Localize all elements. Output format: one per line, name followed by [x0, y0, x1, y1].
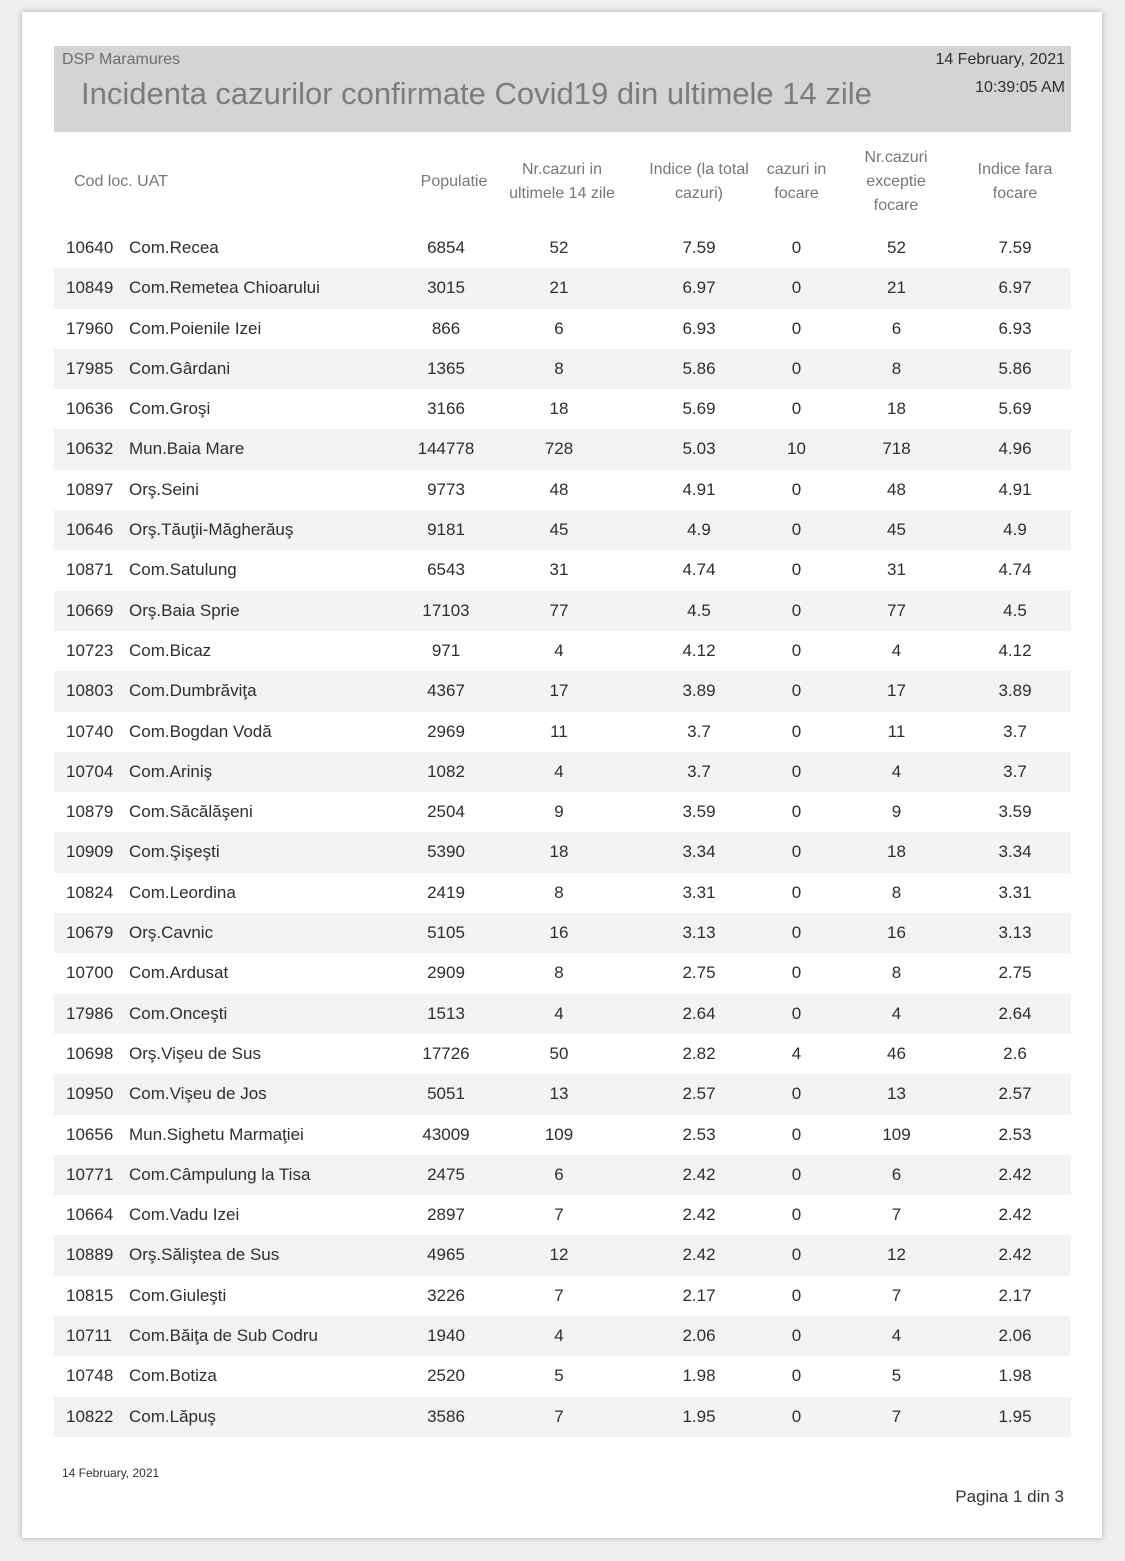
- cell-uat: Com.Poienile Izei: [129, 318, 262, 338]
- cell-cases-exceptie: 48: [887, 479, 906, 499]
- cell-index-total: 1.95: [682, 1406, 716, 1426]
- cell-code: 10871: [66, 560, 114, 580]
- cell-cases-focare: 0: [791, 1245, 802, 1265]
- cell-population: 2969: [427, 721, 465, 741]
- cell-index-fara: 2.42: [998, 1205, 1032, 1225]
- cell-cases-focare: 0: [791, 681, 802, 701]
- cell-index-total: 3.89: [682, 681, 716, 701]
- cell-cases-14: 8: [554, 882, 564, 902]
- cell-cases-14: 6: [554, 318, 564, 338]
- cell-index-fara: 2.53: [998, 1124, 1032, 1144]
- cell-cases-focare: 0: [791, 802, 802, 822]
- cell-cases-focare: 0: [791, 640, 802, 660]
- cell-uat: Com.Remetea Chioarului: [129, 278, 320, 298]
- cell-population: 5105: [427, 923, 465, 943]
- cell-code: 10646: [66, 520, 114, 540]
- cell-population: 1365: [427, 358, 465, 378]
- cell-index-fara: 6.97: [998, 278, 1032, 298]
- cell-code: 10704: [66, 761, 114, 781]
- cell-code: 10909: [66, 842, 114, 862]
- table-row: [54, 953, 1071, 993]
- cell-uat: Com.Vişeu de Jos: [129, 1084, 267, 1104]
- cell-cases-14: 18: [549, 399, 569, 419]
- cell-cases-focare: 0: [791, 882, 802, 902]
- cell-index-total: 5.86: [682, 358, 716, 378]
- cell-cases-focare: 0: [791, 1084, 802, 1104]
- cell-index-fara: 3.13: [998, 923, 1032, 943]
- cell-population: 17726: [422, 1043, 470, 1063]
- cell-cases-exceptie: 12: [887, 1245, 906, 1265]
- cell-cases-14: 16: [549, 923, 569, 943]
- cell-cases-exceptie: 17: [887, 681, 906, 701]
- cell-cases-exceptie: 18: [887, 399, 906, 419]
- cell-cases-14: 77: [549, 600, 569, 620]
- cell-population: 144778: [417, 439, 475, 459]
- cell-index-fara: 3.31: [998, 882, 1032, 902]
- cell-index-total: 3.59: [682, 802, 716, 822]
- table-row: [54, 510, 1071, 550]
- cell-index-total: 3.7: [687, 721, 711, 741]
- table-row: [54, 1316, 1071, 1356]
- cell-population: 1082: [427, 761, 465, 781]
- cell-index-fara: 4.91: [998, 479, 1032, 499]
- cell-uat: Com.Lăpuş: [129, 1406, 216, 1426]
- cell-index-fara: 2.42: [998, 1245, 1032, 1265]
- cell-cases-focare: 0: [791, 238, 802, 257]
- cell-index-fara: 2.64: [998, 1003, 1032, 1023]
- cell-index-total: 3.13: [682, 923, 716, 943]
- cell-code: 10723: [66, 640, 114, 660]
- cell-population: 5390: [427, 842, 465, 862]
- cell-cases-14: 12: [549, 1245, 569, 1265]
- cell-index-total: 2.06: [682, 1326, 716, 1346]
- cell-index-fara: 1.95: [998, 1406, 1032, 1426]
- cell-index-total: 5.69: [682, 399, 716, 419]
- cell-cases-14: 13: [549, 1084, 569, 1104]
- cell-code: 10656: [66, 1124, 114, 1144]
- cell-code: 10711: [66, 1326, 113, 1346]
- cell-index-fara: 2.6: [1003, 1043, 1027, 1063]
- cell-code: 10748: [66, 1366, 114, 1386]
- col-header-code-uat: Cod loc. UAT: [74, 173, 168, 190]
- cell-uat: Com.Leordina: [129, 882, 236, 902]
- col-header-index-total: Indice (la total cazuri): [649, 161, 749, 202]
- cell-code: 10664: [66, 1205, 114, 1225]
- cell-code: 10815: [66, 1285, 114, 1305]
- col-header-population: Populatie: [420, 173, 488, 190]
- table-row: [54, 1155, 1071, 1195]
- cell-code: 10636: [66, 399, 114, 419]
- cell-cases-14: 50: [549, 1043, 569, 1063]
- cell-uat: Com.Băiţa de Sub Codru: [129, 1326, 318, 1346]
- table-row: [54, 389, 1071, 429]
- cell-index-fara: 2.17: [998, 1285, 1032, 1305]
- cell-population: 43009: [422, 1124, 470, 1144]
- cell-population: 3015: [427, 278, 465, 298]
- table-row: [54, 550, 1071, 590]
- cell-code: 10740: [66, 721, 114, 741]
- table-row: [54, 1356, 1071, 1396]
- cell-uat: Com.Câmpulung la Tisa: [129, 1164, 311, 1184]
- cell-index-total: 2.17: [682, 1285, 716, 1305]
- cell-population: 1513: [427, 1003, 465, 1023]
- cell-index-total: 3.31: [682, 882, 716, 902]
- cell-code: 10632: [66, 439, 114, 459]
- cell-index-total: 2.42: [682, 1245, 716, 1265]
- cell-index-fara: 5.86: [998, 358, 1032, 378]
- cell-cases-focare: 10: [787, 439, 806, 459]
- cell-cases-focare: 0: [791, 721, 802, 741]
- report-page: [22, 12, 1102, 1538]
- cell-cases-14: 31: [549, 560, 569, 580]
- cell-cases-14: 7: [554, 1285, 564, 1305]
- col-header-cases-14: Nr.cazuri in ultimele 14 zile: [509, 161, 615, 202]
- cell-cases-exceptie: 46: [887, 1043, 906, 1063]
- cell-uat: Com.Săcălăşeni: [129, 802, 253, 822]
- col-header-index-fara: Indice fara focare: [977, 161, 1053, 202]
- cell-cases-exceptie: 31: [887, 560, 906, 580]
- cell-index-total: 1.98: [682, 1366, 716, 1386]
- cell-cases-focare: 0: [791, 479, 802, 499]
- cell-population: 9773: [427, 479, 465, 499]
- cell-cases-exceptie: 45: [887, 520, 906, 540]
- cell-cases-exceptie: 13: [887, 1084, 906, 1104]
- cell-code: 10849: [66, 278, 114, 298]
- cell-cases-14: 5: [554, 1366, 564, 1386]
- cell-cases-exceptie: 7: [891, 1285, 902, 1305]
- cell-cases-exceptie: 4: [891, 1326, 902, 1346]
- cell-cases-14: 6: [554, 1164, 564, 1184]
- report-date: 14 February, 2021: [935, 51, 1065, 68]
- cell-cases-focare: 0: [791, 358, 802, 378]
- cell-code: 10824: [66, 882, 114, 902]
- cell-uat: Orş.Baia Sprie: [129, 600, 240, 620]
- table-row: [54, 994, 1071, 1034]
- cell-cases-exceptie: 4: [891, 1003, 902, 1023]
- cell-index-fara: 7.59: [998, 238, 1032, 257]
- cell-index-fara: 2.06: [998, 1326, 1032, 1346]
- data-table: [54, 228, 1071, 1437]
- cell-uat: Com.Bogdan Vodă: [129, 721, 272, 741]
- cell-index-fara: 2.75: [998, 963, 1032, 983]
- cell-cases-14: 17: [549, 681, 569, 701]
- cell-cases-focare: 0: [791, 1366, 802, 1386]
- table-row: [54, 470, 1071, 510]
- table-row: [54, 349, 1071, 389]
- cell-cases-focare: 0: [791, 923, 802, 943]
- cell-index-fara: 3.7: [1003, 721, 1027, 741]
- table-row: [54, 832, 1071, 872]
- table-row: [54, 1235, 1071, 1275]
- organization-name: DSP Maramures: [62, 51, 180, 68]
- cell-population: 4367: [427, 681, 465, 701]
- cell-cases-focare: 0: [791, 1326, 802, 1346]
- cell-index-total: 2.82: [682, 1043, 716, 1063]
- cell-index-fara: 4.74: [998, 560, 1032, 580]
- table-row: [54, 1397, 1071, 1437]
- cell-code: 17960: [66, 318, 114, 338]
- cell-cases-exceptie: 11: [887, 721, 906, 741]
- cell-population: 866: [431, 318, 461, 338]
- cell-uat: Com.Giuleşti: [129, 1285, 227, 1305]
- cell-uat: Com.Bicaz: [129, 640, 212, 660]
- cell-cases-14: 4: [554, 640, 564, 660]
- cell-cases-14: 52: [549, 238, 569, 257]
- cell-cases-14: 48: [549, 479, 569, 499]
- cell-population: 2504: [427, 802, 465, 822]
- cell-index-total: 3.34: [682, 842, 716, 862]
- table-row: [54, 631, 1071, 671]
- cell-index-fara: 4.12: [998, 640, 1032, 660]
- cell-index-total: 5.03: [682, 439, 716, 459]
- cell-uat: Com.Recea: [129, 238, 219, 257]
- cell-population: 9181: [427, 520, 465, 540]
- cell-index-fara: 3.7: [1003, 761, 1027, 781]
- cell-index-fara: 3.34: [998, 842, 1032, 862]
- cell-cases-focare: 0: [791, 600, 802, 620]
- cell-uat: Com.Dumbrăviţa: [129, 681, 257, 701]
- cell-cases-focare: 0: [791, 761, 802, 781]
- cell-cases-14: 11: [550, 721, 568, 741]
- cell-index-total: 3.7: [687, 761, 711, 781]
- cell-cases-focare: 0: [791, 318, 802, 338]
- table-row: [54, 429, 1071, 469]
- cell-uat: Com.Şişeşti: [129, 842, 220, 862]
- cell-population: 971: [431, 640, 461, 660]
- cell-population: 3226: [427, 1285, 465, 1305]
- cell-uat: Mun.Sighetu Marmaţiei: [129, 1124, 304, 1144]
- cell-index-fara: 4.96: [998, 439, 1032, 459]
- cell-cases-14: 7: [554, 1205, 564, 1225]
- table-row: [54, 268, 1071, 308]
- cell-cases-focare: 0: [791, 278, 802, 298]
- cell-cases-14: 8: [554, 963, 564, 983]
- cell-index-total: 2.57: [682, 1084, 716, 1104]
- cell-index-fara: 5.69: [998, 399, 1032, 419]
- cell-cases-exceptie: 6: [891, 1164, 902, 1184]
- cell-uat: Mun.Baia Mare: [129, 439, 245, 459]
- cell-uat: Com.Groşi: [129, 399, 211, 419]
- cell-cases-exceptie: 718: [882, 439, 911, 459]
- cell-index-total: 4.91: [682, 479, 716, 499]
- page-number: Pagina 1 din 3: [955, 1487, 1064, 1506]
- cell-cases-14: 9: [554, 802, 564, 822]
- cell-population: 2419: [427, 882, 465, 902]
- cell-cases-exceptie: 4: [891, 640, 902, 660]
- table-row: [54, 873, 1071, 913]
- cell-cases-exceptie: 7: [891, 1406, 902, 1426]
- table-row: [54, 752, 1071, 792]
- cell-index-total: 4.74: [682, 560, 716, 580]
- table-row: [54, 1034, 1071, 1074]
- cell-index-total: 4.5: [687, 600, 711, 620]
- cell-cases-14: 728: [544, 439, 574, 459]
- cell-index-fara: 2.57: [998, 1084, 1032, 1104]
- cell-code: 10879: [66, 802, 114, 822]
- cell-cases-14: 45: [549, 520, 569, 540]
- cell-cases-focare: 0: [791, 1406, 802, 1426]
- cell-code: 17985: [66, 358, 114, 378]
- cell-code: 10897: [66, 479, 114, 499]
- cell-code: 10679: [66, 923, 114, 943]
- cell-index-total: 2.53: [682, 1124, 716, 1144]
- cell-cases-exceptie: 77: [887, 600, 906, 620]
- cell-uat: Orş.Cavnic: [129, 923, 214, 943]
- cell-code: 10822: [66, 1406, 114, 1426]
- cell-cases-focare: 0: [791, 1285, 802, 1305]
- cell-cases-exceptie: 9: [891, 802, 902, 822]
- cell-uat: Orş.Vişeu de Sus: [129, 1043, 261, 1063]
- cell-uat: Orş.Tăuţii-Măgherăuş: [129, 520, 294, 540]
- cell-index-fara: 3.89: [998, 681, 1032, 701]
- cell-uat: Orş.Seini: [129, 479, 199, 499]
- cell-index-total: 2.42: [682, 1164, 716, 1184]
- cell-population: 2897: [427, 1205, 465, 1225]
- cell-cases-exceptie: 52: [887, 238, 906, 257]
- cell-cases-exceptie: 6: [891, 318, 902, 338]
- cell-population: 6543: [427, 560, 465, 580]
- cell-population: 2475: [427, 1164, 465, 1184]
- cell-code: 10669: [66, 600, 114, 620]
- cell-cases-focare: 0: [791, 842, 802, 862]
- cell-uat: Com.Ariniş: [129, 761, 213, 781]
- cell-cases-exceptie: 5: [891, 1366, 902, 1386]
- table-row: [54, 1195, 1071, 1235]
- cell-cases-exceptie: 8: [891, 358, 902, 378]
- cell-uat: Com.Gârdani: [129, 358, 231, 378]
- cell-uat: Com.Vadu Izei: [129, 1205, 240, 1225]
- cell-index-total: 2.64: [682, 1003, 716, 1023]
- cell-cases-focare: 4: [791, 1043, 802, 1063]
- report-time: 10:39:05 AM: [975, 79, 1065, 96]
- cell-cases-exceptie: 18: [887, 842, 906, 862]
- cell-cases-14: 18: [549, 842, 569, 862]
- cell-cases-14: 109: [544, 1124, 574, 1144]
- table-row: [54, 913, 1071, 953]
- cell-cases-14: 4: [554, 1326, 564, 1346]
- footer-date: 14 February, 2021: [62, 1466, 160, 1480]
- cell-cases-14: 8: [554, 358, 564, 378]
- table-row: [54, 1115, 1071, 1155]
- table-row: [54, 309, 1071, 349]
- cell-index-total: 7.59: [682, 238, 716, 257]
- cell-cases-exceptie: 8: [891, 882, 902, 902]
- cell-code: 10698: [66, 1043, 114, 1063]
- cell-cases-14: 7: [554, 1406, 564, 1426]
- cell-cases-focare: 0: [791, 1003, 802, 1023]
- table-row: [54, 671, 1071, 711]
- cell-cases-focare: 0: [791, 1205, 802, 1225]
- cell-cases-focare: 0: [791, 1164, 802, 1184]
- cell-cases-focare: 0: [791, 520, 802, 540]
- cell-uat: Com.Onceşti: [129, 1003, 228, 1023]
- report-title: Incidenta cazurilor confirmate Covid19 din ultimele 14 zile: [81, 76, 872, 111]
- cell-cases-exceptie: 7: [891, 1205, 902, 1225]
- cell-cases-exceptie: 16: [887, 923, 906, 943]
- cell-index-fara: 4.9: [1003, 520, 1027, 540]
- cell-cases-14: 21: [549, 278, 569, 298]
- cell-population: 3166: [427, 399, 465, 419]
- cell-uat: Com.Botiza: [129, 1366, 217, 1386]
- cell-population: 3586: [427, 1406, 465, 1426]
- cell-uat: Com.Ardusat: [129, 963, 229, 983]
- table-row: [54, 591, 1071, 631]
- cell-index-fara: 1.98: [998, 1366, 1032, 1386]
- table-row: [54, 1276, 1071, 1316]
- cell-index-total: 6.97: [682, 278, 716, 298]
- cell-index-fara: 2.42: [998, 1164, 1032, 1184]
- cell-code: 10771: [66, 1164, 114, 1184]
- cell-population: 2520: [427, 1366, 465, 1386]
- cell-code: 10700: [66, 963, 114, 983]
- cell-uat: Com.Satulung: [129, 560, 237, 580]
- cell-index-total: 2.75: [682, 963, 716, 983]
- cell-code: 10950: [66, 1084, 114, 1104]
- cell-cases-focare: 0: [791, 560, 802, 580]
- cell-index-total: 2.42: [682, 1205, 716, 1225]
- cell-cases-exceptie: 4: [891, 761, 902, 781]
- cell-population: 1940: [427, 1326, 465, 1346]
- cell-cases-14: 4: [554, 761, 564, 781]
- cell-cases-focare: 0: [791, 399, 802, 419]
- cell-uat: Orş.Săliştea de Sus: [129, 1245, 280, 1265]
- cell-population: 17103: [422, 600, 470, 620]
- cell-index-total: 6.93: [682, 318, 716, 338]
- table-row: [54, 712, 1071, 752]
- cell-cases-focare: 0: [791, 963, 802, 983]
- cell-population: 2909: [427, 963, 465, 983]
- cell-cases-exceptie: 21: [887, 278, 906, 298]
- cell-index-fara: 6.93: [998, 318, 1032, 338]
- cell-code: 17986: [66, 1003, 114, 1023]
- col-header-cases-focare: cazuri in focare: [766, 161, 827, 202]
- cell-code: 10889: [66, 1245, 114, 1265]
- report-header: [54, 46, 1071, 132]
- cell-code: 10640: [66, 238, 114, 257]
- cell-cases-exceptie: 8: [891, 963, 902, 983]
- cell-population: 4965: [427, 1245, 465, 1265]
- cell-cases-focare: 0: [791, 1124, 802, 1144]
- cell-population: 5051: [427, 1084, 465, 1104]
- cell-code: 10803: [66, 681, 114, 701]
- table-row: [54, 228, 1071, 268]
- cell-population: 6854: [427, 238, 465, 257]
- cell-index-fara: 3.59: [998, 802, 1032, 822]
- table-row: [54, 792, 1071, 832]
- cell-cases-14: 4: [554, 1003, 564, 1023]
- cell-index-total: 4.12: [682, 640, 716, 660]
- col-header-cases-exceptie: Nr.cazuri exceptie focare: [864, 149, 928, 214]
- cell-cases-exceptie: 109: [882, 1124, 911, 1144]
- cell-index-fara: 4.5: [1003, 600, 1027, 620]
- table-row: [54, 1074, 1071, 1114]
- cell-index-total: 4.9: [687, 520, 711, 540]
